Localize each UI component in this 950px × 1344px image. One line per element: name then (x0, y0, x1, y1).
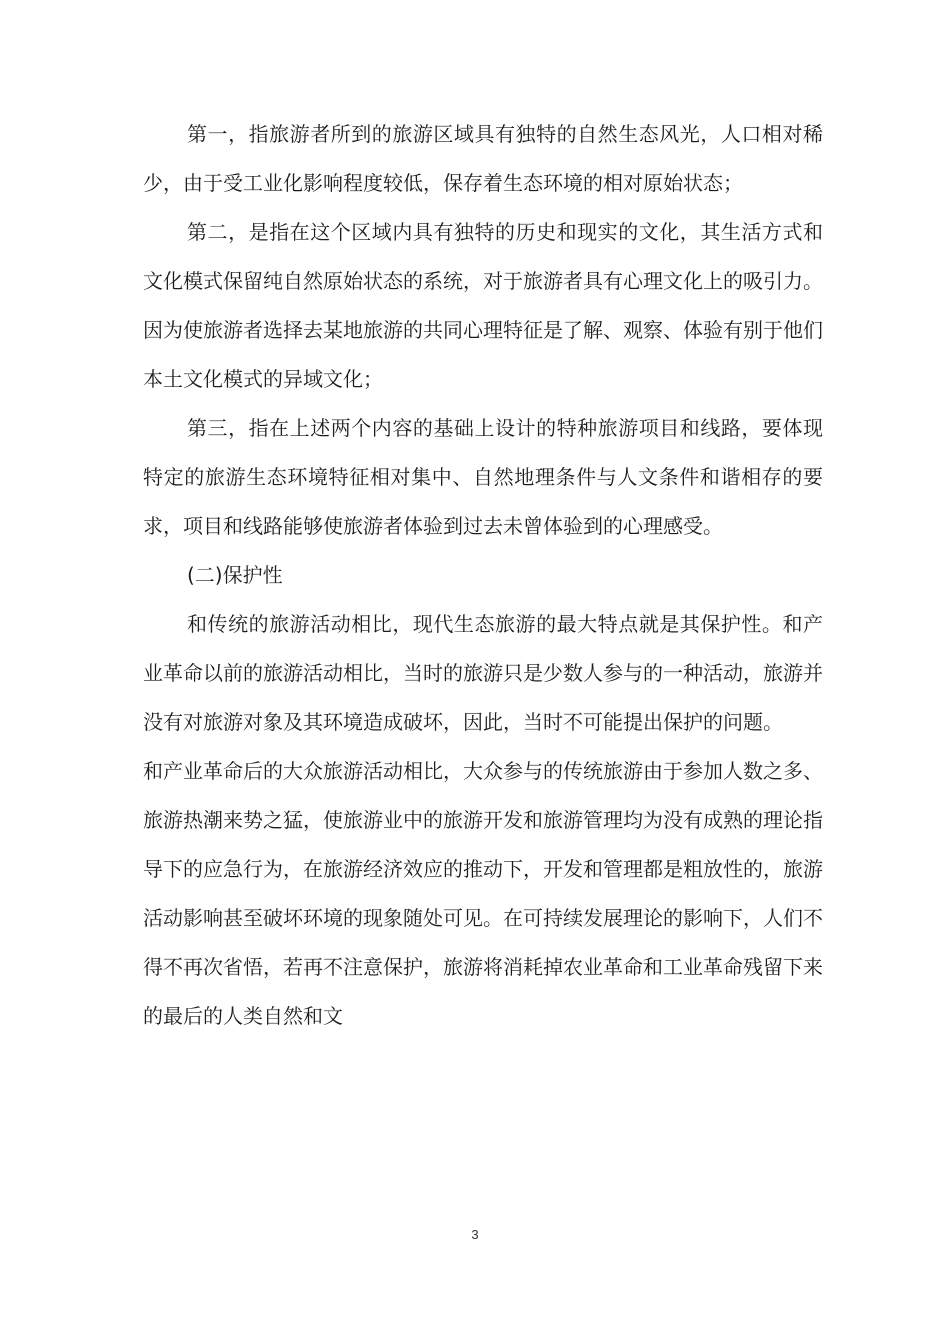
paragraph-second: 第二，是指在这个区域内具有独特的历史和现实的文化，其生活方式和文化模式保留纯自然原始状态的系统，对于旅游者具有心理文化上的吸引力。因为使旅游者选择去某地旅游的共同心理特征是了解、观察、体验有别于他们本土文化模式的异域文化； (143, 220, 823, 391)
paragraph-first: 第一，指旅游者所到的旅游区域具有独特的自然生态风光，人口相对稀少，由于受工业化影响程度较低，保存着生态环境的相对原始状态； (143, 122, 823, 195)
paragraph-protection-mass-tourism: 和产业革命后的大众旅游活动相比，大众参与的传统旅游由于参加人数之多、旅游热潮来势之猛，使旅游业中的旅游开发和旅游管理均为没有成熟的理论指导下的应急行为，在旅游经济效应的推动下，开发和管理都是粗放性的，旅游活动影响甚至破坏环境的现象随处可见。在可持续发展理论的影响下，人们不得不再次省悟，若再不注意保护，旅游将消耗掉农业革命和工业革命残留下来的最后的人类自然和文 (143, 759, 823, 1028)
document-body (143, 110, 823, 1041)
page-number: 3 (471, 1227, 479, 1242)
section-heading: (二)保护性 (187, 563, 283, 587)
paragraph-third: 第三，指在上述两个内容的基础上设计的特种旅游项目和线路，要体现特定的旅游生态环境特征相对集中、自然地理条件与人文条件和谐相存的要求，项目和线路能够使旅游者体验到过去未曾体验到的心理感受。 (143, 416, 823, 538)
paragraph-protection-intro: 和传统的旅游活动相比，现代生态旅游的最大特点就是其保护性。和产业革命以前的旅游活动相比，当时的旅游只是少数人参与的一种活动，旅游并没有对旅游对象及其环境造成破坏，因此，当时不可能提出保护的问题。 (143, 612, 823, 734)
